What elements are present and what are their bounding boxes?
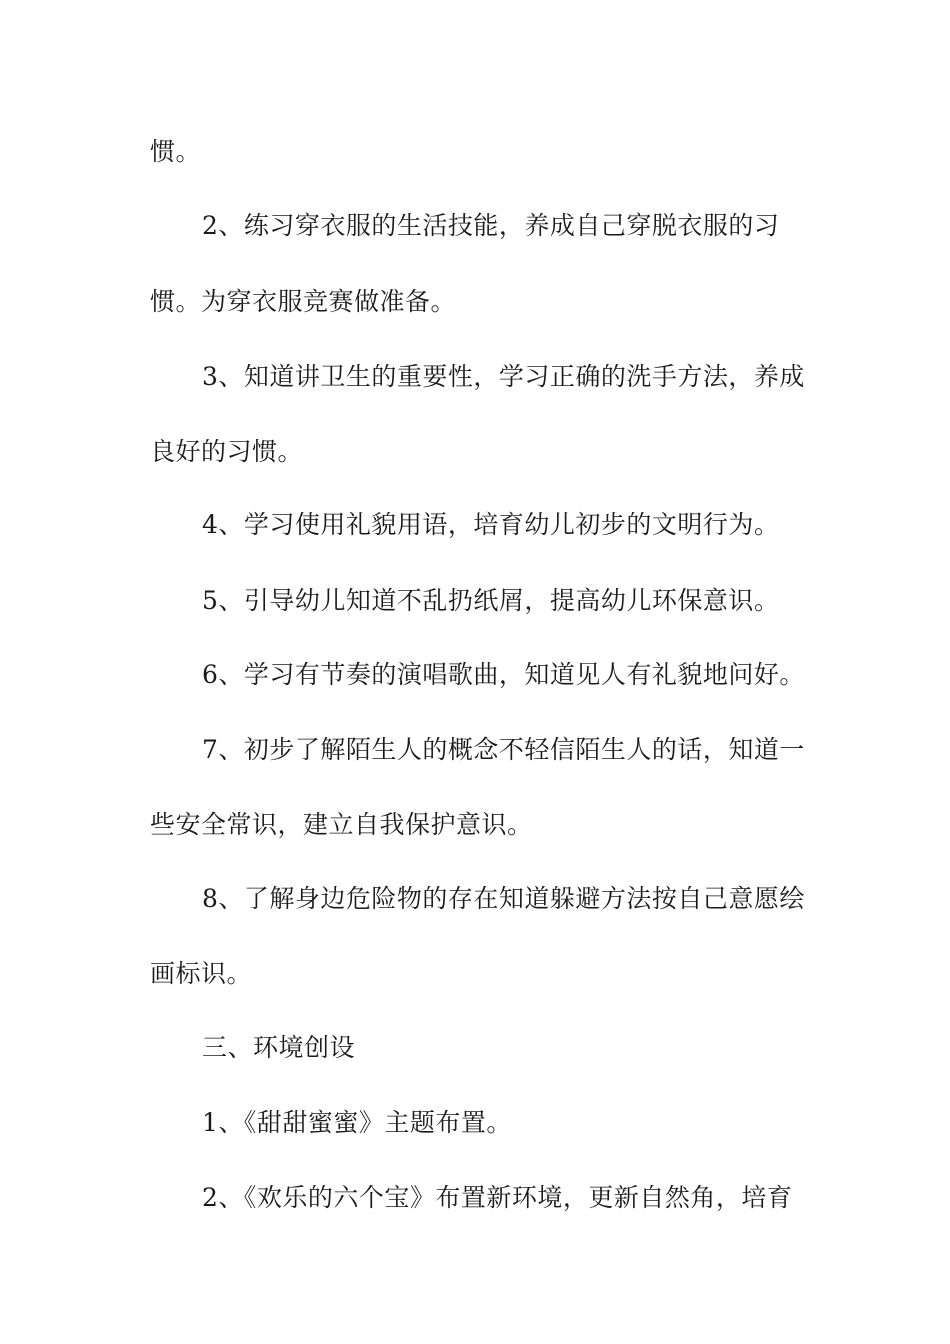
env-item-2-line-1: 2、《欢乐的六个宝》布置新环境，更新自然角，培育 — [202, 1183, 793, 1212]
list-item-2-line-2: 惯。为穿衣服竞赛做准备。 — [150, 287, 457, 316]
text-line-continuation: 惯。 — [150, 137, 202, 166]
env-item-1: 1、《甜甜蜜蜜》主题布置。 — [202, 1108, 512, 1137]
list-item-8-line-2: 画标识。 — [150, 959, 253, 988]
list-item-7-line-2: 些安全常识，建立自我保护意识。 — [150, 810, 533, 839]
list-item-5: 5、引导幼儿知道不乱扔纸屑，提高幼儿环保意识。 — [202, 586, 780, 615]
list-item-6: 6、学习有节奏的演唱歌曲，知道见人有礼貌地问好。 — [202, 660, 805, 689]
list-item-3-line-2: 良好的习惯。 — [150, 437, 304, 466]
list-item-4: 4、学习使用礼貌用语，培育幼儿初步的文明行为。 — [202, 510, 780, 539]
list-item-3-line-1: 3、知道讲卫生的重要性，学习正确的洗手方法，养成 — [202, 362, 805, 391]
list-item-2-line-1: 2、练习穿衣服的生活技能，养成自己穿脱衣服的习 — [202, 211, 780, 240]
section-heading-environment: 三、环境创设 — [202, 1033, 356, 1062]
list-item-7-line-1: 7、初步了解陌生人的概念不轻信陌生人的话，知道一 — [202, 735, 805, 764]
list-item-8-line-1: 8、了解身边危险物的存在知道躲避方法按自己意愿绘 — [202, 884, 805, 913]
